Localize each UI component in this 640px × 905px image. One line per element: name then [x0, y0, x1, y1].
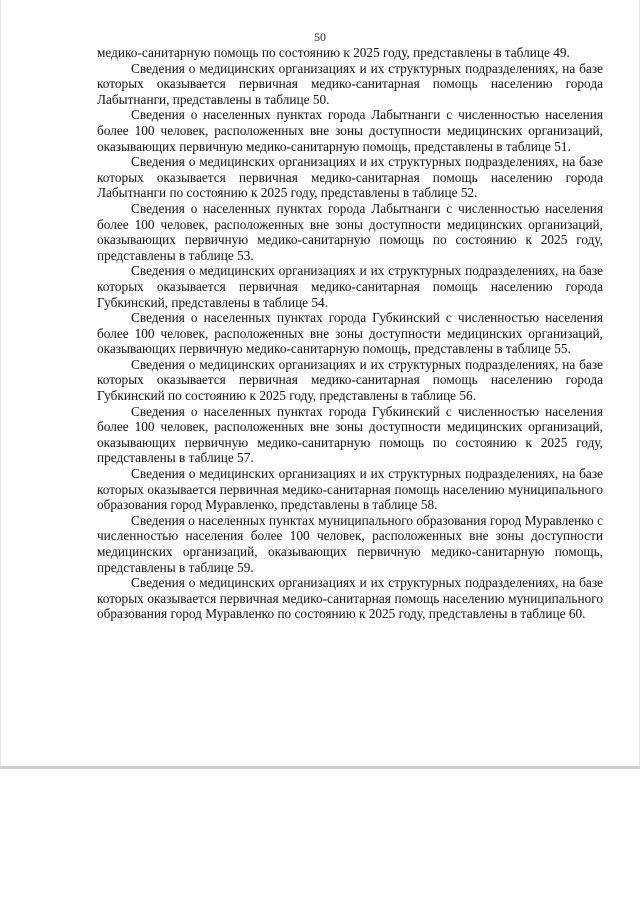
paragraph: Сведения о медицинских организациях и их структурных подразделениях, на базе которых оказывается первичная медико-санитарная помощь населению города Губкинский по состоянию к 2025 году, представлены в таблице 56.	[97, 356, 603, 404]
paragraph: медико-санитарную помощь по состоянию к 2025 году, представлены в таблице 49.	[97, 45, 570, 60]
page-number: 50	[314, 30, 326, 44]
paragraph: Сведения о населенных пунктах города Губкинский с численностью населения более 100 человек, расположенных вне зоны доступности медицинских организаций, оказывающих первичную медико-санитарную помощь, представлены в таблице 55.	[97, 310, 603, 357]
paragraph: Сведения о населенных пунктах города Лабытнанги с численностью населения более 100 человек, расположенных вне зоны доступности медицинских организаций, оказывающих первичную медико-санитарную помощь, представлены в таблице 51.	[97, 107, 603, 154]
paragraph: Сведения о медицинских организациях и их структурных подразделениях, на базе которых оказывается первичная медико-санитарная помощь населению города Лабытнанги, представлены в таблице 50.	[97, 60, 603, 107]
paragraph: Сведения о медицинских организациях и их структурных подразделениях, на базе которых оказывается первичная медико-санитарная помощь населению муниципального образования город Муравленко по состоянию к 2025 году, представлены в таблице 60.	[97, 575, 603, 622]
paragraph: Сведения о медицинских организациях и их структурных подразделениях, на базе которых оказывается первичная медико-санитарная помощь населению города Губкинский, представлены в таблице 54.	[97, 263, 603, 310]
paragraph: Сведения о населенных пунктах города Лабытнанги с численностью населения более 100 человек, расположенных вне зоны доступности медицинских организаций, оказывающих первичную медико-санитарную помощь по состоянию к 2025 году, представлены в таблице 53.	[97, 200, 603, 263]
paragraph: Сведения о населенных пунктах города Губкинский с численностью населения более 100 человек, расположенных вне зоны доступности медицинских организаций, оказывающих первичную медико-санитарную помощь по состоянию к 2025 году, представлены в таблице 57.	[97, 403, 603, 466]
scan-edge-divider	[0, 766, 640, 769]
paragraph: Сведения о медицинских организациях и их структурных подразделениях, на базе которых оказывается первичная медико-санитарная помощь населению города Лабытнанги по состоянию к 2025 году, представлены в таблице 52.	[97, 154, 603, 201]
paragraph: Сведения о населенных пунктах муниципального образования город Муравленко с численностью населения более 100 человек, расположенных вне зоны доступности медицинских организаций, оказывающих первичную медико-санитарную помощь, представлены в таблице 59.	[97, 512, 603, 575]
paragraph: Сведения о медицинских организациях и их структурных подразделениях, на базе которых оказывается первичная медико-санитарная помощь населению муниципального образования город Муравленко, представлены в таблице 58.	[97, 466, 603, 513]
document-body	[97, 45, 603, 622]
